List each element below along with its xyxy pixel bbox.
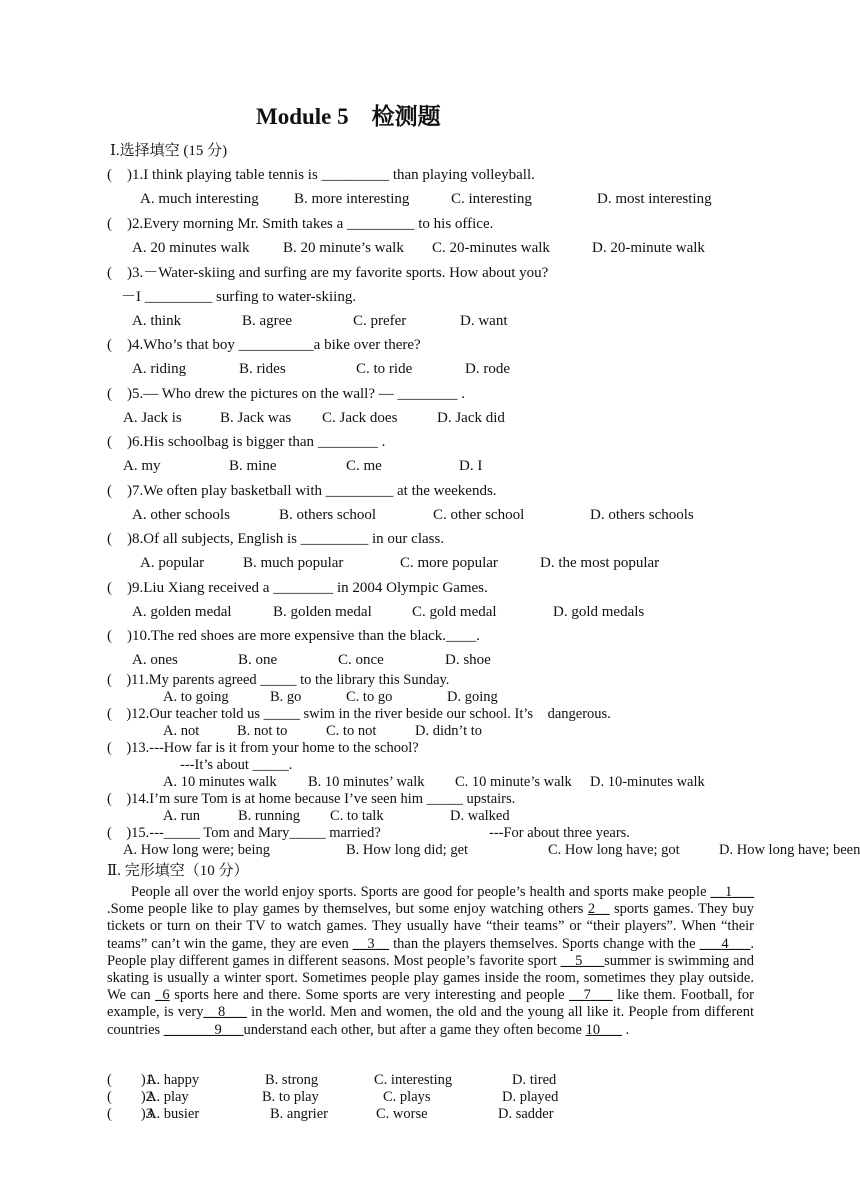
option-A[interactable]: A. busier [146, 1106, 200, 1122]
question-stem-after: . [457, 386, 465, 402]
question-number: ( )11. [107, 672, 149, 688]
option-D[interactable]: D. others schools [590, 507, 694, 523]
answer-blank[interactable]: ________ [397, 386, 458, 402]
option-A[interactable]: A. to going [163, 689, 229, 705]
question-stem-before: －Water-skiing and surfing are my favorite sports. How about you? [143, 265, 549, 281]
option-B[interactable]: B. rides [239, 361, 286, 377]
option-C[interactable]: C. interesting [451, 191, 532, 207]
option-C[interactable]: C. to ride [356, 361, 413, 377]
option-A[interactable]: A. happy [146, 1072, 200, 1088]
option-A[interactable]: A. 20 minutes walk [132, 240, 250, 256]
option-D[interactable]: D. rode [465, 361, 510, 377]
option-D[interactable]: D. Jack did [437, 410, 505, 426]
option-A[interactable]: A. other schools [132, 507, 230, 523]
question-number: ( )1. [107, 167, 144, 183]
question-subline [121, 288, 356, 306]
question-stem-before: — Who drew the pictures on the wall? — [143, 386, 398, 402]
option-B[interactable]: B. 10 minutes’ walk [308, 774, 425, 790]
question-stem-after: . [377, 434, 386, 450]
option-B[interactable]: B. one [238, 652, 278, 668]
subline-before: ---It’s about [180, 757, 253, 773]
question-number: ( )8. [107, 531, 144, 547]
option-D[interactable]: D. shoe [445, 652, 491, 668]
answer-blank[interactable]: _________ [321, 167, 390, 183]
question-stem-before: My parents agreed [148, 672, 261, 688]
subline-after: . [288, 757, 293, 773]
option-A[interactable]: A. think [132, 313, 182, 329]
option-B[interactable]: B. go [270, 689, 302, 705]
option-A[interactable]: A. not [163, 723, 200, 739]
option-C[interactable]: C. me [346, 458, 382, 474]
option-A[interactable]: A. riding [132, 361, 187, 377]
option-C[interactable]: C. 10 minute’s walk [455, 774, 572, 790]
question-stem-before: We often play basketball with [143, 483, 326, 499]
question-3 [107, 264, 548, 282]
option-B[interactable]: B. golden medal [273, 604, 372, 620]
question-12 [107, 706, 611, 722]
question-stem-after: upstairs. [462, 791, 516, 807]
option-C[interactable]: C. more popular [400, 555, 498, 571]
answer-blank[interactable]: _____ [426, 791, 463, 807]
question-stem-after: . [476, 628, 480, 644]
answer-blank[interactable]: _____ [163, 825, 201, 841]
question-stem-after: to the library this Sunday. [296, 672, 450, 688]
section-1-heading: Ⅰ.选择填空 (15 分) [110, 143, 228, 159]
question-2 [107, 215, 493, 233]
option-A[interactable]: A. Jack is [123, 410, 182, 426]
option-B[interactable]: B. others school [279, 507, 377, 523]
question-number: ( )12. [107, 706, 150, 722]
option-D[interactable]: D. played [502, 1089, 559, 1105]
option-C[interactable]: C. 20-minutes walk [432, 240, 550, 256]
answer-blank[interactable]: ____ [446, 628, 477, 644]
option-B[interactable]: B. How long did; get [346, 842, 469, 858]
question-number: ( )10. [107, 628, 151, 644]
option-C[interactable]: C. gold medal [412, 604, 497, 620]
section-2-heading: Ⅱ. 完形填空（10 分） [107, 863, 249, 879]
question-stem-before: --- [149, 825, 164, 841]
option-C[interactable]: C. interesting [374, 1072, 453, 1088]
option-A[interactable]: A. play [146, 1089, 189, 1105]
option-C[interactable]: C. other school [433, 507, 525, 523]
subline-after: surfing to water-skiing. [212, 289, 357, 305]
option-D[interactable]: D. I [459, 458, 483, 474]
answer-blank[interactable]: ________ [273, 580, 334, 596]
question-number: ( )15. [107, 825, 150, 841]
cloze-question-2: ( )2. [107, 1089, 157, 1105]
question-answer-text: ---For about three years. [489, 825, 630, 841]
option-D[interactable]: D. 10-minutes walk [590, 774, 705, 790]
question-stem-before: Liu Xiang received a [143, 580, 274, 596]
option-D[interactable]: D. most interesting [597, 191, 712, 207]
option-C[interactable]: C. How long have; got [548, 842, 680, 858]
question-number: ( )3. [107, 265, 144, 281]
answer-blank[interactable]: __________ [238, 337, 314, 353]
answer-blank[interactable]: _________ [346, 216, 415, 232]
question-stem-before: I think playing table tennis is [143, 167, 322, 183]
subline-before: －I [121, 289, 145, 305]
cloze-question-1: ( )1. [107, 1072, 157, 1088]
question-stem-after: in our class. [368, 531, 445, 547]
option-A[interactable]: A. run [163, 808, 201, 824]
answer-blank[interactable]: ________ [317, 434, 378, 450]
question-number: ( )14. [107, 791, 150, 807]
option-D[interactable]: D. 20-minute walk [592, 240, 705, 256]
question-number: ( )6. [107, 434, 144, 450]
question-1 [107, 166, 535, 184]
question-4 [107, 336, 421, 354]
option-C[interactable]: C. once [338, 652, 384, 668]
option-B[interactable]: B. to play [262, 1089, 319, 1105]
option-B[interactable]: B. more interesting [294, 191, 410, 207]
option-B[interactable]: B. not to [237, 723, 288, 739]
question-stem-after: at the weekends. [393, 483, 497, 499]
question-stem-before: Who’s that boy [143, 337, 239, 353]
question-stem-before: Of all subjects, English is [143, 531, 301, 547]
question-stem-after: in 2004 Olympic Games. [333, 580, 488, 596]
option-C[interactable]: C. prefer [353, 313, 407, 329]
question-stem-after: Tom and Mary_____ married? [200, 825, 381, 841]
question-stem-before: I’m sure Tom is at home because I’ve seen him [149, 791, 427, 807]
answer-blank[interactable]: _____ [260, 672, 297, 688]
question-subline [180, 757, 292, 773]
option-B[interactable]: B. strong [265, 1072, 319, 1088]
answer-blank[interactable]: _____ [252, 757, 289, 773]
cloze-question-3: ( )3. [107, 1106, 157, 1122]
option-A[interactable]: A. 10 minutes walk [163, 774, 277, 790]
option-C[interactable]: C. worse [376, 1106, 428, 1122]
question-6 [107, 433, 385, 451]
question-stem-before: His schoolbag is bigger than [143, 434, 318, 450]
option-D[interactable]: D. the most popular [540, 555, 660, 571]
option-D[interactable]: D. didn’t to [415, 723, 482, 739]
question-9 [107, 579, 488, 597]
option-B[interactable]: B. mine [229, 458, 277, 474]
option-A[interactable]: A. How long were; being [123, 842, 270, 858]
option-A[interactable]: A. ones [132, 652, 178, 668]
option-C[interactable]: C. to talk [330, 808, 384, 824]
question-13 [107, 740, 419, 756]
question-number: ( )2. [107, 216, 144, 232]
answer-blank[interactable]: _________ [300, 531, 369, 547]
option-C[interactable]: C. to go [346, 689, 393, 705]
answer-blank[interactable]: _________ [325, 483, 394, 499]
question-number: ( )13. [107, 740, 150, 756]
question-stem-before: The red shoes are more expensive than the black. [150, 628, 447, 644]
question-7 [107, 482, 497, 500]
option-C[interactable]: C. Jack does [322, 410, 398, 426]
question-stem-before: ---How far is it from your home to the school? [149, 740, 419, 756]
question-10 [107, 627, 480, 645]
question-number: ( )7. [107, 483, 144, 499]
option-D[interactable]: D. walked [450, 808, 510, 824]
option-C[interactable]: C. plays [383, 1089, 431, 1105]
question-5 [107, 385, 465, 403]
question-number: ( )4. [107, 337, 144, 353]
option-D[interactable]: D. tired [512, 1072, 557, 1088]
question-stem-after: than playing volleyball. [389, 167, 535, 183]
question-stem-after: swim in the river beside our school. It’s dangerous. [299, 706, 611, 722]
option-D[interactable]: D. want [460, 313, 508, 329]
question-stem-after: to his office. [414, 216, 494, 232]
question-number: ( )9. [107, 580, 144, 596]
question-14 [107, 791, 515, 807]
question-15 [107, 825, 381, 841]
option-B[interactable]: B. running [238, 808, 301, 824]
option-D[interactable]: D. gold medals [553, 604, 645, 620]
option-A[interactable]: A. my [123, 458, 161, 474]
page-title: Module 5 检测题 [256, 104, 441, 129]
option-D[interactable]: D. going [447, 689, 498, 705]
option-B[interactable]: B. 20 minute’s walk [283, 240, 404, 256]
question-11 [107, 672, 449, 688]
question-stem-after: a bike over there? [313, 337, 421, 353]
question-stem-before: Every morning Mr. Smith takes a [143, 216, 347, 232]
answer-blank[interactable]: _________ [144, 289, 213, 305]
option-B[interactable]: B. much popular [243, 555, 344, 571]
option-C[interactable]: C. to not [326, 723, 377, 739]
question-number: ( )5. [107, 386, 144, 402]
option-A[interactable]: A. much interesting [140, 191, 259, 207]
cloze-passage: People all over the world enjoy sports. Sports are good for people’s health and sports make people __1___ .Some people like to play games by themselves, but some enjoy watching others 2__ sports games. They buy tickets or turn on their TV to watch games. They usually have “their teams” or “their players”. When “their teams” can’t win the game, they are even __3__ than the players themselves. Sports change with the ___4___. People play different games in different seasons. Most people’s favorite sport __5___summer is swimming and skating is usually a winter sport. Sometimes people play games inside the room, sometimes they play outside. We can _6 sports here and there. Some sports are very interesting and people __7___ like them. Football, for example, is very__8___ in the world. Men and women, the old and the young all like it. People from different countries _______9___understand each other, but after a game they often become 10___ . [107, 884, 755, 1038]
answer-blank[interactable]: _____ [263, 706, 300, 722]
option-B[interactable]: B. agree [242, 313, 292, 329]
question-8 [107, 530, 444, 548]
option-A[interactable]: A. popular [140, 555, 205, 571]
option-A[interactable]: A. golden medal [132, 604, 232, 620]
option-D[interactable]: D. sadder [498, 1106, 554, 1122]
option-D[interactable]: D. How long have; been [719, 842, 860, 858]
option-B[interactable]: B. angrier [270, 1106, 328, 1122]
question-stem-before: Our teacher told us [149, 706, 264, 722]
option-B[interactable]: B. Jack was [220, 410, 292, 426]
